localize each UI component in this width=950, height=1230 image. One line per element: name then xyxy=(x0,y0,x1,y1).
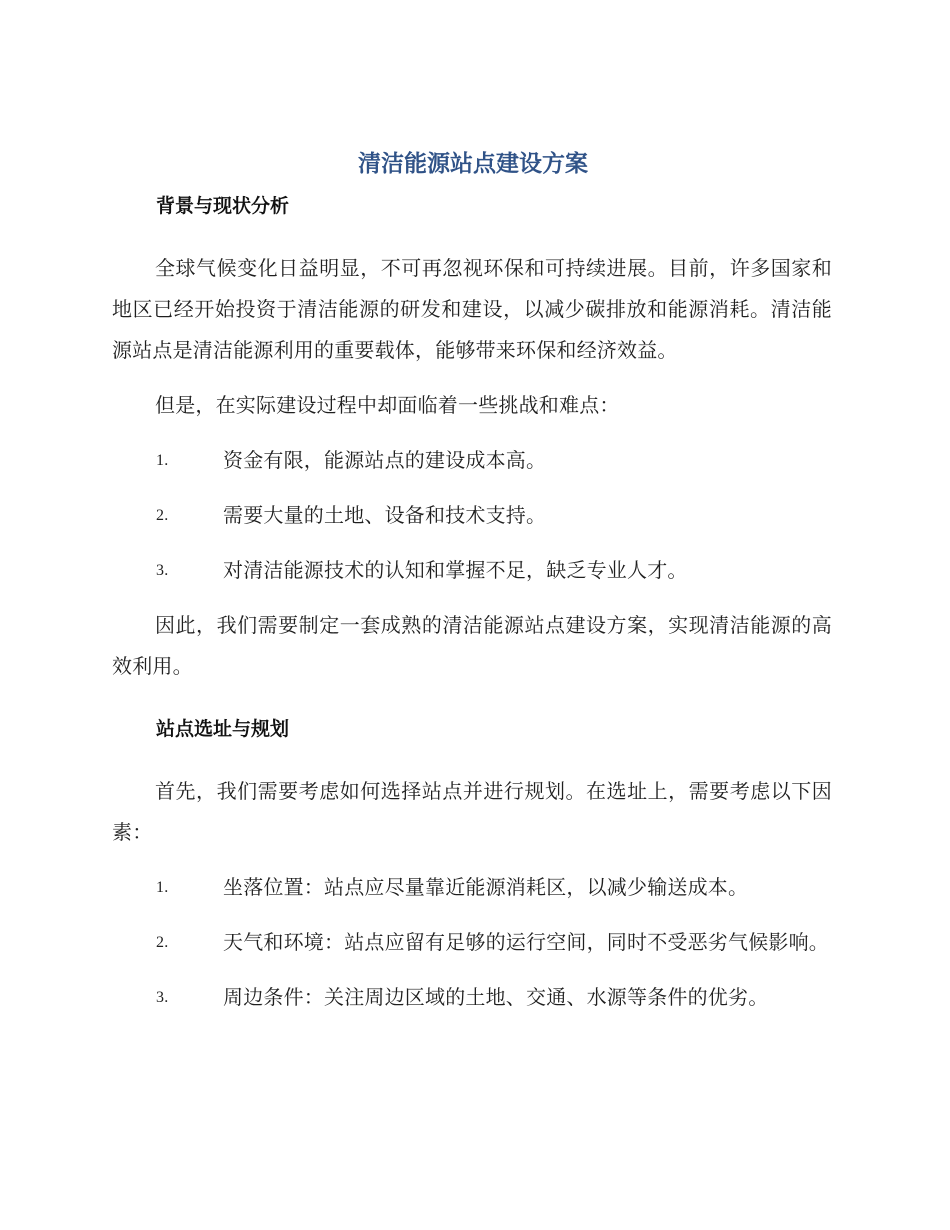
list-item xyxy=(112,550,832,591)
list-item xyxy=(112,495,832,536)
paragraph-background-intro: 全球气候变化日益明显，不可再忽视环保和可持续进展。目前，许多国家和地区已经开始投资于清洁能源的研发和建设，以减少碳排放和能源消耗。清洁能源站点是清洁能源利用的重要载体，能够带来环保和经济效益。 xyxy=(112,256,832,362)
document-title: 清洁能源站点建设方案 xyxy=(358,151,588,177)
paragraph-challenges-intro: 但是，在实际建设过程中却面临着一些挑战和难点： xyxy=(155,393,620,417)
paragraph-background-conclusion: 因此，我们需要制定一套成熟的清洁能源站点建设方案，实现清洁能源的高效利用。 xyxy=(112,613,832,678)
list-item xyxy=(112,867,832,908)
list-number: 2. xyxy=(156,507,169,524)
paragraph-site-selection-intro: 首先，我们需要考虑如何选择站点并进行规划。在选址上，需要考虑以下因素： xyxy=(112,779,832,844)
list-item-text: 天气和环境：站点应留有足够的运行空间，同时不受恶劣气候影响。 xyxy=(223,930,829,954)
list-item xyxy=(112,922,832,963)
list-item-text: 对清洁能源技术的认知和掌握不足，缺乏专业人才。 xyxy=(223,558,688,582)
list-number: 3. xyxy=(156,989,169,1006)
document-page xyxy=(112,140,832,1018)
list-number: 3. xyxy=(156,562,169,579)
list-item-text: 周边条件：关注周边区域的土地、交通、水源等条件的优劣。 xyxy=(223,985,769,1009)
list-item xyxy=(112,440,832,481)
list-number: 2. xyxy=(156,934,169,951)
list-number: 1. xyxy=(156,452,169,469)
list-item-text: 坐落位置：站点应尽量靠近能源消耗区，以减少输送成本。 xyxy=(223,875,749,899)
list-item-text: 资金有限，能源站点的建设成本高。 xyxy=(223,448,547,472)
section-heading-background: 背景与现状分析 xyxy=(156,195,290,217)
list-number: 1. xyxy=(156,879,169,896)
section-heading-site-selection: 站点选址与规划 xyxy=(156,718,290,740)
list-item xyxy=(112,977,832,1018)
list-item-text: 需要大量的土地、设备和技术支持。 xyxy=(223,503,547,527)
